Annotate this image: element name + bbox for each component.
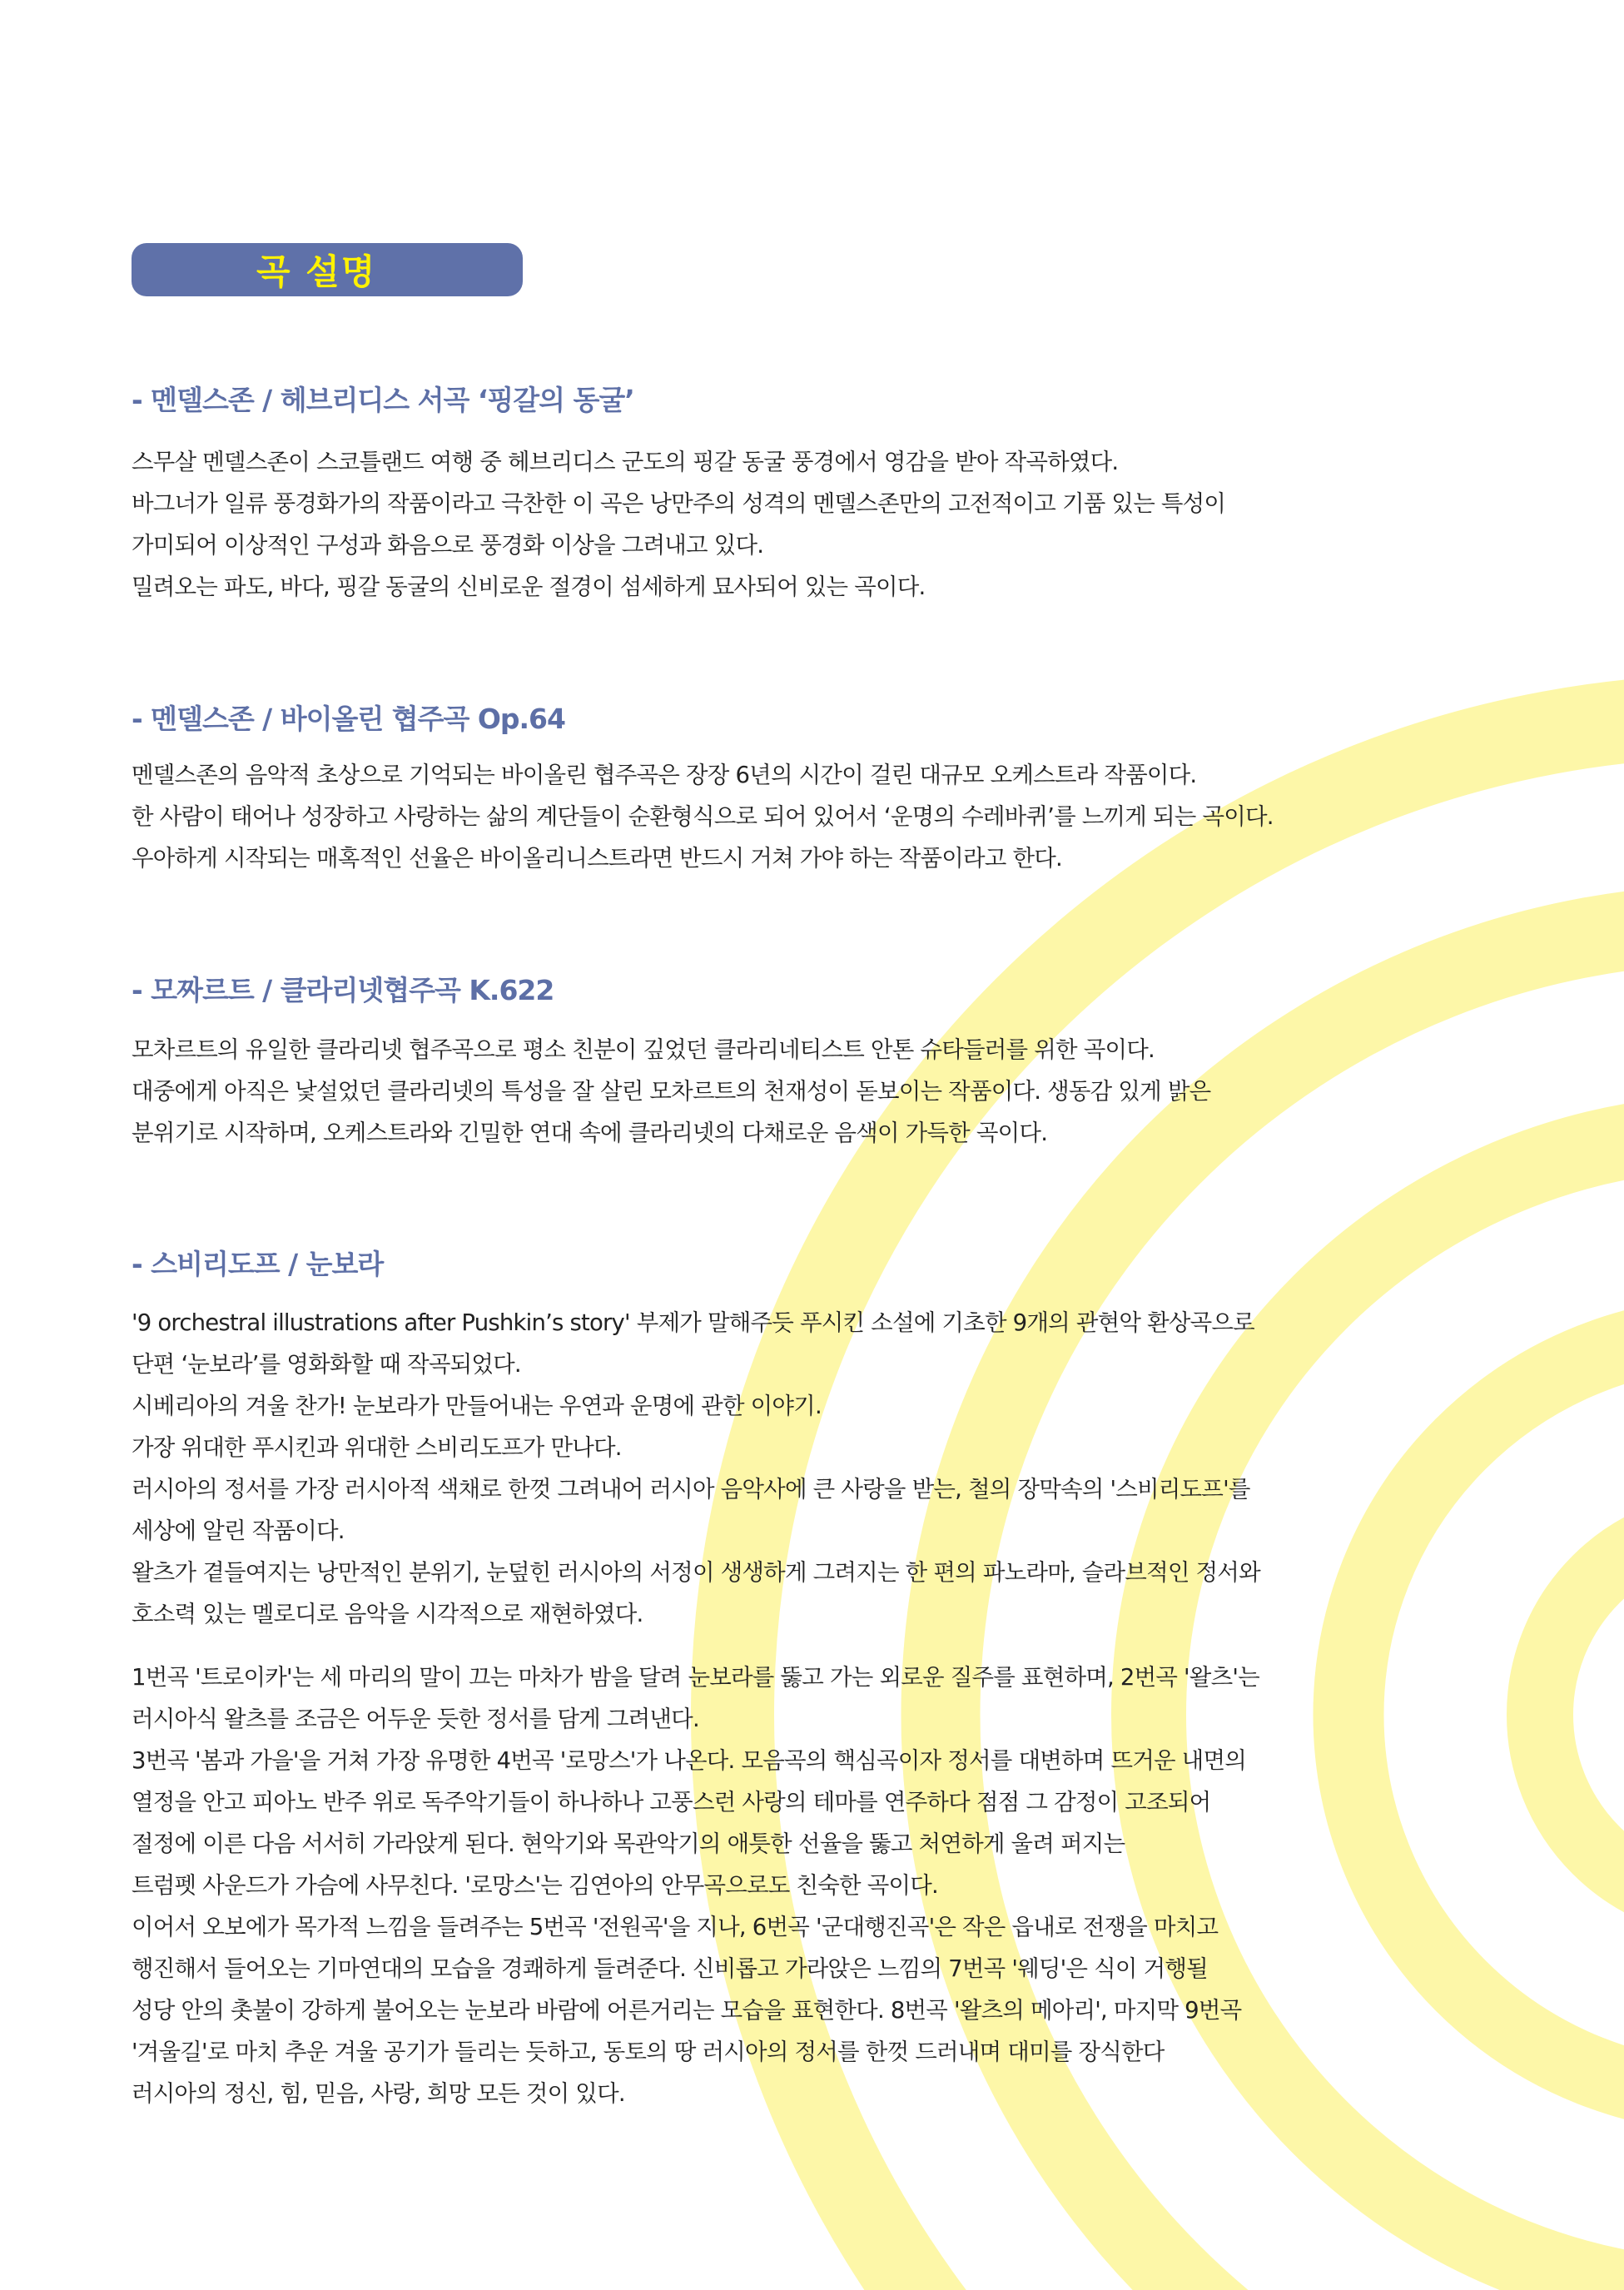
body-line: '겨울길'로 마치 추운 겨울 공기가 들리는 듯하고, 동토의 땅 러시아의 정서를 한껏 드러내며 대미를 장식한다 — [132, 2039, 1165, 2065]
body-line: '9 orchestral illustrations after Pushkin’s story' 부제가 말해주듯 푸시킨 소설에 기초한 9개의 관현악 환상곡으로 — [132, 1309, 1254, 1336]
body-line: 러시아의 정서를 가장 러시아적 색채로 한껏 그려내어 러시아 음악사에 큰 사랑을 받는, 철의 장막속의 '스비리도프'를 — [132, 1476, 1250, 1503]
body-line: 왈츠가 곁들여지는 낭만적인 분위기, 눈덮힌 러시아의 서정이 생생하게 그려지는 한 편의 파노라마, 슬라브적인 정서와 — [132, 1559, 1260, 1586]
body-line: 단편 ‘눈보라’를 영화화할 때 작곡되었다. — [132, 1351, 521, 1378]
body-line: 1번곡 '트로이카'는 세 마리의 말이 끄는 마차가 밤을 달려 눈보라를 뚫고 가는 외로운 질주를 표현하며, 2번곡 '왈츠'는 — [132, 1664, 1259, 1691]
body-line: 절정에 이른 다음 서서히 가라앉게 된다. 현악기와 목관악기의 애틋한 선율을 뚫고 처연하게 울려 퍼지는 — [132, 1831, 1125, 1857]
section-body-sviridov-intro — [132, 1302, 1497, 1635]
body-line: 밀려오는 파도, 바다, 핑갈 동굴의 신비로운 절경이 섬세하게 묘사되어 있는 곡이다. — [132, 574, 926, 600]
body-line: 스무살 멘델스존이 스코틀랜드 여행 중 헤브리디스 군도의 핑갈 동굴 풍경에서 영감을 받아 작곡하였다. — [132, 449, 1119, 475]
section-heading-mendelssohn-hebrides: - 멘델스존 / 헤브리디스 서곡 ‘핑갈의 동굴’ — [132, 384, 634, 416]
page-title: 곡 설명 — [256, 251, 377, 292]
body-line: 분위기로 시작하며, 오케스트라와 긴밀한 연대 속에 클라리넷의 다채로운 음색이 가득한 곡이다. — [132, 1120, 1048, 1146]
body-line: 시베리아의 겨울 찬가! 눈보라가 만들어내는 우연과 운명에 관한 이야기. — [132, 1393, 822, 1419]
section-body-mendelssohn-violin — [132, 754, 1497, 879]
body-line: 호소력 있는 멜로디로 음악을 시각적으로 재현하였다. — [132, 1601, 643, 1627]
body-line: 모차르트의 유일한 클라리넷 협주곡으로 평소 친분이 깊었던 클라리네티스트 안톤 슈타들러를 위한 곡이다. — [132, 1036, 1155, 1063]
body-line: 열정을 안고 피아노 반주 위로 독주악기들이 하나하나 고풍스런 사랑의 테마를 연주하다 점점 그 감정이 고조되어 — [132, 1789, 1211, 1816]
body-line: 가미되어 이상적인 구성과 화음으로 풍경화 이상을 그려내고 있다. — [132, 532, 764, 559]
body-line: 가장 위대한 푸시킨과 위대한 스비리도프가 만나다. — [132, 1434, 622, 1461]
body-line: 행진해서 들어오는 기마연대의 모습을 경쾌하게 들려준다. 신비롭고 가라앉은 느낌의 7번곡 '웨딩'은 식이 거행될 — [132, 1955, 1208, 1982]
body-line: 성당 안의 촛불이 강하게 불어오는 눈보라 바람에 어른거리는 모습을 표현한다. 8번곡 '왈츠의 메아리', 마지막 9번곡 — [132, 1997, 1242, 2024]
section-body-sviridov-movements — [132, 1657, 1497, 2114]
body-line: 트럼펫 사운드가 가슴에 사무친다. '로망스'는 김연아의 안무곡으로도 친숙한 곡이다. — [132, 1872, 938, 1899]
page-title-badge — [132, 243, 523, 296]
body-line: 멘델스존의 음악적 초상으로 기억되는 바이올린 협주곡은 장장 6년의 시간이 걸린 대규모 오케스트라 작품이다. — [132, 762, 1197, 788]
body-line: 우아하게 시작되는 매혹적인 선율은 바이올리니스트라면 반드시 거쳐 가야 하는 작품이라고 한다. — [132, 845, 1062, 872]
body-line: 대중에게 아직은 낯설었던 클라리넷의 특성을 잘 살린 모차르트의 천재성이 돋보이는 작품이다. 생동감 있게 밝은 — [132, 1078, 1211, 1105]
body-line: 바그너가 일류 풍경화가의 작품이라고 극찬한 이 곡은 낭만주의 성격의 멘델스존만의 고전적이고 기품 있는 특성이 — [132, 490, 1226, 517]
body-line: 이어서 오보에가 목가적 느낌을 들려주는 5번곡 '전원곡'을 지나, 6번곡 '군대행진곡'은 작은 읍내로 전쟁을 마치고 — [132, 1914, 1219, 1940]
body-line: 러시아식 왈츠를 조금은 어두운 듯한 정서를 담게 그려낸다. — [132, 1706, 699, 1732]
body-line: 3번곡 '봄과 가을'을 거쳐 가장 유명한 4번곡 '로망스'가 나온다. 모음곡의 핵심곡이자 정서를 대변하며 뜨거운 내면의 — [132, 1747, 1246, 1774]
section-body-mozart-clarinet — [132, 1029, 1497, 1154]
section-heading-mendelssohn-violin: - 멘델스존 / 바이올린 협주곡 Op.64 — [132, 703, 565, 735]
body-line: 러시아의 정신, 힘, 믿음, 사랑, 희망 모든 것이 있다. — [132, 2080, 625, 2107]
body-line: 세상에 알린 작품이다. — [132, 1518, 345, 1544]
body-line: 한 사람이 태어나 성장하고 사랑하는 삶의 계단들이 순환형식으로 되어 있어서 ‘운명의 수레바퀴’를 느끼게 되는 곡이다. — [132, 803, 1274, 830]
section-heading-sviridov-snowstorm: - 스비리도프 / 눈보라 — [132, 1248, 384, 1280]
section-body-mendelssohn-hebrides — [132, 441, 1497, 608]
section-heading-mozart-clarinet: - 모짜르트 / 클라리넷협주곡 K.622 — [132, 974, 554, 1006]
